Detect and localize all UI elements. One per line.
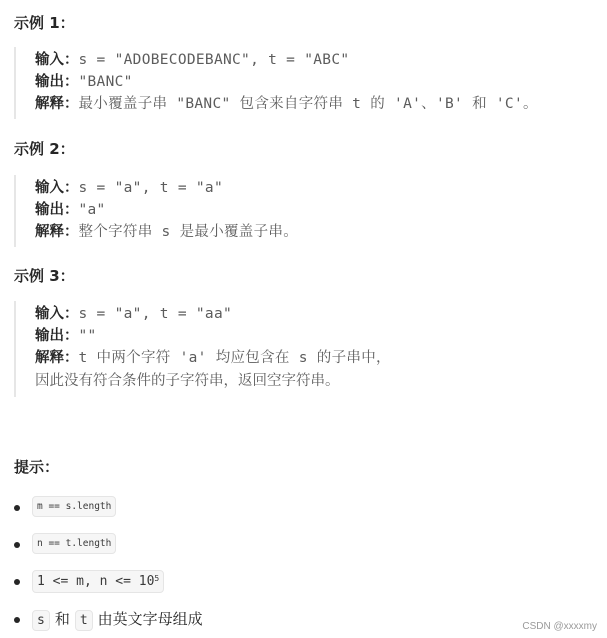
hint-constraint: 1 <= m, n <= 10 <box>37 574 155 589</box>
hint-chip-t: t <box>75 610 93 631</box>
example-2-explain <box>35 222 298 242</box>
example-2-block <box>14 175 576 247</box>
example-3-explain-cont <box>35 371 340 391</box>
example-1-explain <box>35 94 538 114</box>
explain-text-line-2: 因此没有符合条件的子字符串，返回空字符串。 <box>35 373 340 389</box>
input-label: 输入： <box>35 306 79 322</box>
hints-title: 提示： <box>14 458 60 476</box>
input-label: 输入： <box>35 180 79 196</box>
example-2-input <box>35 178 223 198</box>
hint-code <box>32 570 164 593</box>
example-2-output <box>35 200 106 220</box>
output-value: "BANC" <box>78 74 133 90</box>
example-1-title: 示例 1： <box>14 14 75 32</box>
hint-description: 由英文字母组成 <box>97 610 203 628</box>
example-1-block <box>14 47 576 119</box>
bullet-icon <box>14 505 20 511</box>
example-2-title: 示例 2： <box>14 140 75 158</box>
example-3-explain <box>35 348 391 368</box>
explain-label: 解释： <box>35 350 79 366</box>
example-1-input <box>35 50 349 70</box>
input-value: s = "ADOBECODEBANC", t = "ABC" <box>78 52 350 68</box>
hint-chip-s: s <box>32 610 50 631</box>
example-3-output <box>35 326 97 346</box>
bullet-icon <box>14 579 20 585</box>
hint-code: m == s.length <box>32 496 116 517</box>
explain-label: 解释： <box>35 96 79 112</box>
example-1-output <box>35 72 133 92</box>
hint-text-row <box>32 608 208 631</box>
explain-label: 解释： <box>35 224 79 240</box>
hint-exponent: 5 <box>154 574 160 583</box>
input-value: s = "a", t = "aa" <box>78 306 233 322</box>
hint-item-4 <box>14 608 314 632</box>
explain-text: 整个字符串 s 是最小覆盖子串。 <box>78 224 298 240</box>
hint-and: 和 <box>54 610 70 628</box>
output-label: 输出： <box>35 74 79 90</box>
watermark: CSDN @xxxxmy <box>522 621 597 632</box>
example-3-input <box>35 304 232 324</box>
output-label: 输出： <box>35 328 79 344</box>
explain-text-line-1: t 中两个字符 'a' 均应包含在 s 的子串中， <box>78 350 391 366</box>
output-value: "" <box>78 328 97 344</box>
explain-text: 最小覆盖子串 "BANC" 包含来自字符串 t 的 'A'、'B' 和 'C'。 <box>78 96 538 112</box>
input-value: s = "a", t = "a" <box>78 180 223 196</box>
example-3-title: 示例 3： <box>14 267 75 285</box>
example-3-block <box>14 301 576 397</box>
hint-code: n == t.length <box>32 533 116 554</box>
input-label: 输入： <box>35 52 79 68</box>
bullet-icon <box>14 542 20 548</box>
output-label: 输出： <box>35 202 79 218</box>
output-value: "a" <box>78 202 106 218</box>
bullet-icon <box>14 617 20 623</box>
